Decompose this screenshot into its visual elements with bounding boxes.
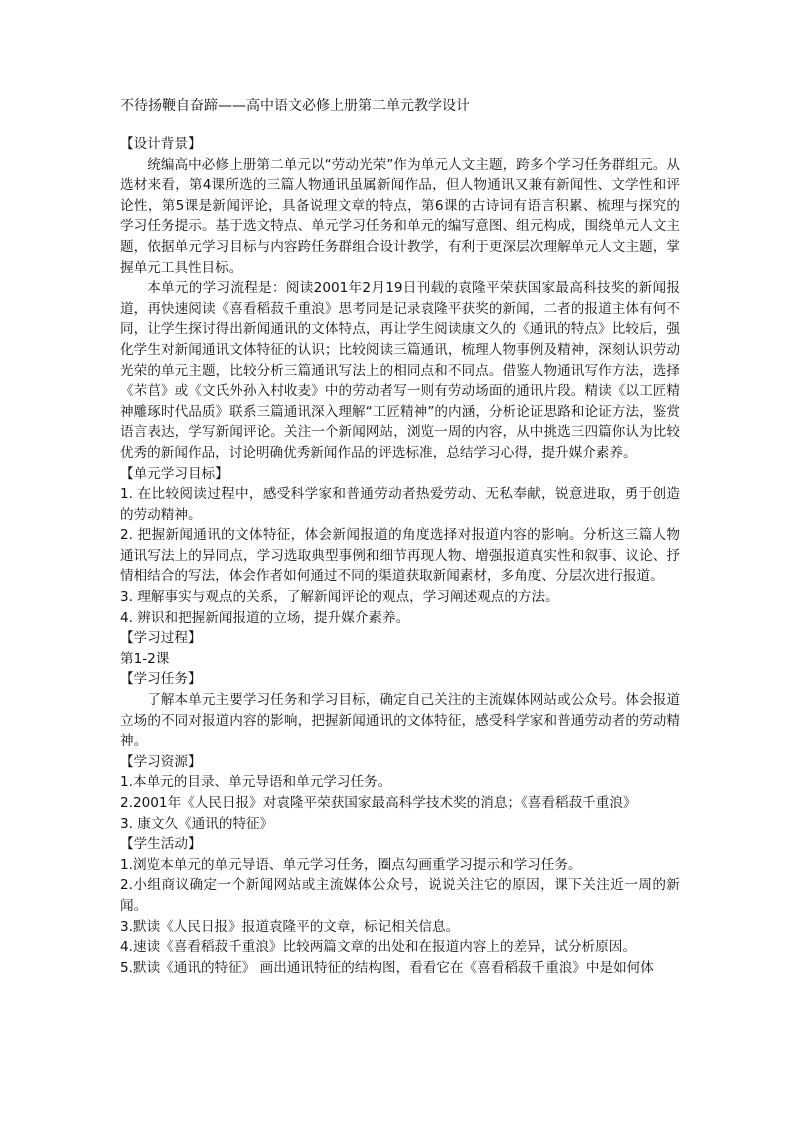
paragraph-background-2: 本单元的学习流程是：阅读2001年2月19日刊载的袁隆平荣获国家最高科技奖的新闻报道，再快速阅读《喜看稻菽千重浪》思考同是记录袁隆平获奖的新闻，二者的报道主体有何不同，让学生探讨得出新闻通讯的文体特点，再让学生阅读康文久的《通讯的特点》比较后，强化学生对新闻通讯文体特征的认识；比较阅读三篇通讯，梳理人物事例及精神，深刻认识劳动光荣的单元主题，比较分析三篇通讯写法上的相同点和不同点。借鉴人物通讯写作方法，选择《芣苢》或《文氏外孙入村收麦》中的劳动者写一则有劳动场面的通讯片段。精读《以工匠精神雕琢时代品质》联系三篇通讯深入理解“工匠精神”的内涵，分析论证思路和论证方法，鉴赏语言表达，学写新闻评论。关注一个新闻网站，浏览一周的内容，从中挑选三四篇你认为比较优秀的新闻作品，讨论明确优秀新闻作品的评选标准，总结学习心得，提升媒介素养。 [120,280,680,461]
document-body [120,134,680,978]
activity-item-1: 1.浏览本单元的单元导语、单元学习任务，圈点勾画重学习提示和学习任务。 [120,856,582,873]
section-heading-goals: 【单元学习目标】 [120,465,229,482]
section-heading-activities: 【学生活动】 [120,836,202,853]
section-heading-background: 【设计背景】 [120,136,202,152]
activity-item-5: 5.默读《通讯的特征》 画出通讯特征的结构图，看看它在《喜看稻菽千重浪》中是如何体 [120,959,654,976]
goal-item-1: 1. 在比较阅读过程中，感受科学家和普通劳动者热爱劳动、无私奉献，锐意进取，勇于创造的劳动精神。 [120,486,680,523]
section-heading-task: 【学习任务】 [120,671,202,688]
document-title: 不待扬鞭自奋蹄——高中语文必修上册第二单元教学设计 [120,98,470,114]
activity-item-4: 4.速读《喜看稻菽千重浪》比较两篇文章的出处和在报道内容上的差异，试分析原因。 [120,939,636,956]
paragraph-task: 了解本单元主要学习任务和学习目标，确定自己关注的主流媒体网站或公众号。体会报道立场的不同对报道内容的影响，把握新闻通讯的文体特征，感受科学家和普通劳动者的劳动精神。 [120,692,680,750]
goal-item-3: 3. 理解事实与观点的关系，了解新闻评论的观点，学习阐述观点的方法。 [120,589,559,606]
section-heading-process: 【学习过程】 [120,630,202,647]
activity-item-2: 2.小组商议确定一个新闻网站或主流媒体公众号，说说关注它的原因，课下关注近一周的新闻。 [120,877,680,914]
resource-item-3: 3. 康文久《通讯的特征》 [120,815,274,832]
goal-item-2: 2. 把握新闻通讯的文体特征，体会新闻报道的角度选择对报道内容的影响。分析这三篇人物通讯写法上的异同点，学习选取典型事例和细节再现人物、增强报道真实性和叙事、议论、抒情相结合的写法，体会作者如何通过不同的渠道获取新闻素材，多角度、分层次进行报道。 [120,527,680,585]
resource-item-1: 1.本单元的目录、单元导语和单元学习任务。 [120,774,392,791]
goal-item-4: 4. 辨识和把握新闻报道的立场，提升媒介素养。 [120,609,410,626]
paragraph-background-1: 统编高中必修上册第二单元以“劳动光荣”作为单元人文主题，跨多个学习任务群组元。从选材来看，第4课所选的三篇人物通讯虽属新闻作品，但人物通讯又兼有新闻性、文学性和评论性，第5课是新闻评论，具备说理文章的特点，第6课的古诗词有语言积累、梳理与探究的学习任务提示。基于选文特点、单元学习任务和单元的编写意图、组元构成，围绕单元人文主题，依据单元学习目标与内容跨任务群组合设计教学，有利于更深层次理解单元人文主题，掌握单元工具性目标。 [120,156,680,276]
resource-item-2: 2.2001年《人民日报》对袁隆平荣获国家最高科学技术奖的消息；《喜看稻菽千重浪》 [120,795,637,811]
section-heading-resources: 【学习资源】 [120,753,202,770]
activity-item-3: 3.默读《人民日报》报道袁隆平的文章，标记相关信息。 [120,918,460,935]
lesson-label: 第1-2课 [120,650,170,667]
